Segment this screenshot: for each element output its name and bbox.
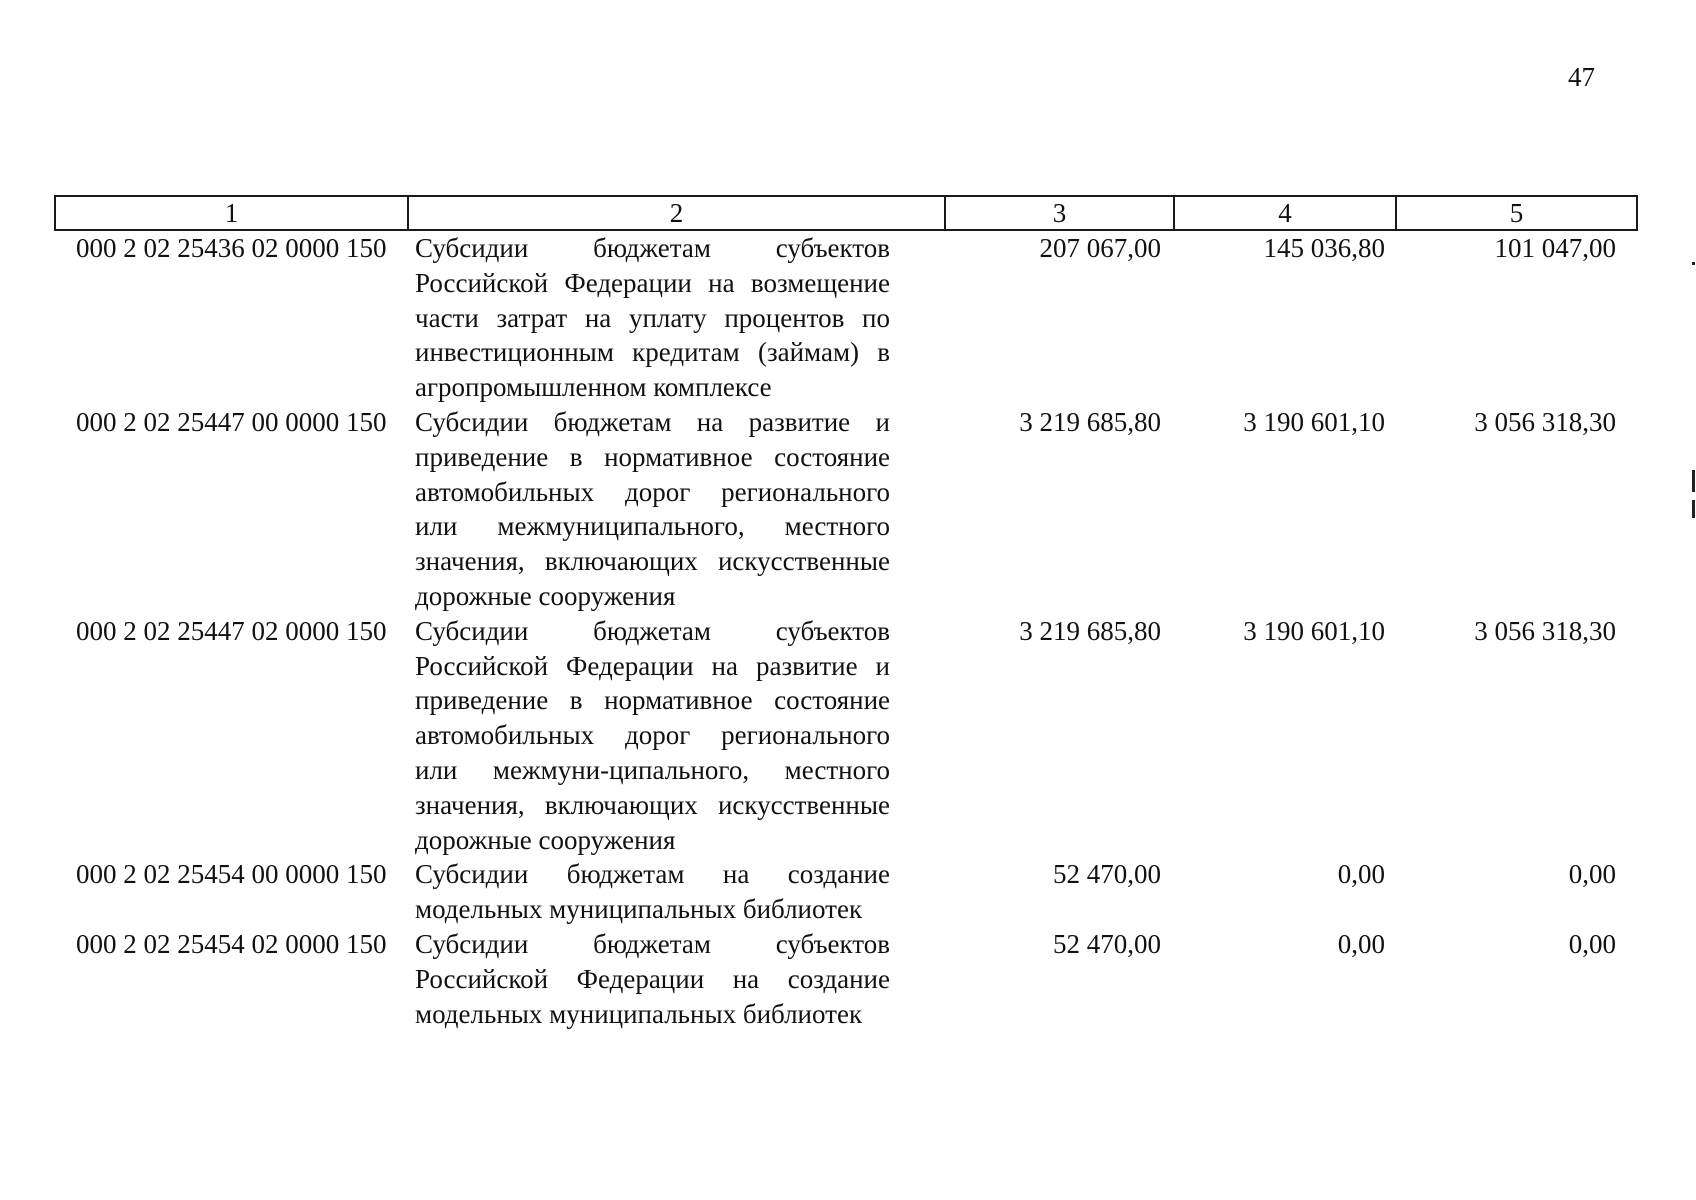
scan-edge-mark (1692, 470, 1695, 492)
table-row (54, 857, 1638, 927)
budget-table (54, 195, 1638, 1031)
row-code: 000 2 02 25447 02 0000 150 (76, 615, 387, 646)
row-code: 000 2 02 25454 02 0000 150 (76, 928, 387, 959)
column-header-4: 4 (1175, 197, 1397, 229)
table-row (54, 231, 1638, 405)
scan-edge-mark (1692, 262, 1695, 265)
row-value-col5: 0,00 (1568, 928, 1616, 959)
row-value-col5: 0,00 (1568, 859, 1616, 890)
column-header-2: 2 (409, 197, 946, 229)
row-name: Субсидии бюджетам на создание модельных муниципальных библиотек (415, 859, 890, 925)
row-value-col4: 0,00 (1337, 859, 1385, 890)
row-name: Субсидии бюджетам субъектов Российской Федерации на возмещение части затрат на уплату процентов по инвестиционным кредитам (займам) в агропромышленном комплексе (415, 233, 890, 403)
row-name: Субсидии бюджетам на развитие и приведение в нормативное состояние автомобильных дорог регионального или межмуниципального, местного значения, включающих искусственные дорожные сооружения (415, 406, 890, 611)
row-value-col3: 52 470,00 (1053, 859, 1161, 890)
column-header-3: 3 (946, 197, 1175, 229)
page-number: 47 (1568, 62, 1595, 92)
row-value-col4: 0,00 (1337, 928, 1385, 959)
row-code: 000 2 02 25454 00 0000 150 (76, 859, 387, 890)
row-value-col5: 3 056 318,30 (1474, 615, 1616, 646)
row-code: 000 2 02 25447 00 0000 150 (76, 406, 387, 437)
row-name: Субсидии бюджетам субъектов Российской Федерации на развитие и приведение в нормативное состояние автомобильных дорог регионального или межмуни-ципального, местного значения, включающих искусственные дорожные сооружения (415, 615, 890, 855)
table-row (54, 614, 1638, 858)
row-name: Субсидии бюджетам субъектов Российской Федерации на создание модельных муниципальных библиотек (415, 928, 890, 1029)
row-code: 000 2 02 25436 02 0000 150 (76, 233, 387, 263)
scan-edge-mark (1692, 500, 1695, 518)
table-row (54, 405, 1638, 614)
column-header-5: 5 (1509, 198, 1524, 228)
table-row (54, 927, 1638, 1031)
row-value-col5: 3 056 318,30 (1474, 406, 1616, 437)
row-value-col3: 3 219 685,80 (1019, 615, 1161, 646)
row-value-col4: 145 036,80 (1263, 233, 1385, 263)
row-value-col4: 3 190 601,10 (1243, 615, 1385, 646)
row-value-col3: 207 067,00 (1039, 233, 1161, 263)
table-header-row (54, 195, 1638, 231)
row-value-col5: 101 047,00 (1494, 233, 1616, 263)
row-value-col3: 3 219 685,80 (1019, 406, 1161, 437)
row-value-col4: 3 190 601,10 (1243, 406, 1385, 437)
row-value-col3: 52 470,00 (1053, 928, 1161, 959)
column-header-1: 1 (56, 197, 409, 229)
